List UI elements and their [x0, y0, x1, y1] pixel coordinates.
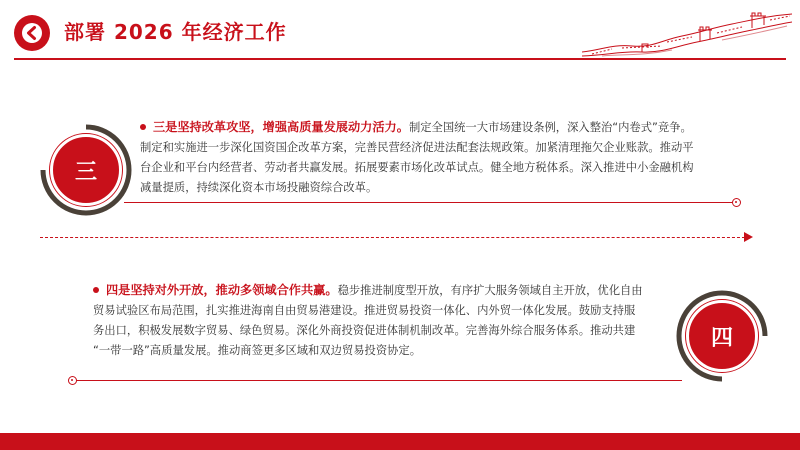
- section-4-text: [93, 280, 698, 361]
- section-3-underline: [124, 202, 734, 203]
- line-end-dot: [732, 198, 741, 207]
- section-3-text: [140, 117, 750, 198]
- section-4-underline: [76, 380, 682, 381]
- back-button[interactable]: [14, 15, 50, 51]
- bullet-dot: [93, 287, 99, 293]
- section-4-line: 贸易试验区布局范围，扎实推进海南自由贸易港建设。推进贸易投资一体化、内外贸一体化发展。鼓励支持服: [93, 304, 636, 317]
- section-badge-4: [686, 300, 758, 372]
- section-4-line: “一带一路”高质量发展。推动商签更多区域和双边贸易投资协定。: [93, 344, 422, 357]
- section-3-line: 制定和实施进一步深化国资国企改革方案，完善民营经济促进法配套法规政策。加紧清理拖欠企业账款。推动平: [140, 141, 694, 154]
- section-3-lead: 三是坚持改革攻坚，增强高质量发展动力活力。: [153, 120, 409, 134]
- page-title: 部署 2026 年经济工作: [64, 20, 287, 44]
- section-4-line: 稳步推进制度型开放，有序扩大服务领域自主开放，优化自由: [337, 284, 643, 297]
- section-3-line: 减量提质，持续深化资本市场投融资综合改革。: [140, 181, 378, 194]
- section-3-line: 制定全国统一大市场建设条例，深入整治“内卷式”竞争。: [408, 121, 692, 134]
- section-badge-3: [50, 134, 122, 206]
- section-3-line: 台企业和平台内经营者、劳动者共赢发展。拓展要素市场化改革试点。健全地方税体系。深入推进中小金融机构: [140, 161, 694, 174]
- badge-number: 三: [50, 134, 122, 206]
- arrow-right-icon: [744, 232, 753, 242]
- section-4-line: 务出口，积极发展数字贸易、绿色贸易。深化外商投资促进体制机制改革。完善海外综合服务体系。推动共建: [93, 324, 636, 337]
- footer-bar: [0, 433, 800, 450]
- great-wall-icon: [582, 6, 792, 58]
- dashed-divider: [40, 237, 750, 238]
- section-4-lead: 四是坚持对外开放，推动多领域合作共赢。: [106, 283, 338, 297]
- bullet-dot: [140, 124, 146, 130]
- header-divider: [14, 58, 786, 60]
- badge-number: 四: [686, 300, 758, 372]
- chevron-left-icon: [21, 22, 43, 44]
